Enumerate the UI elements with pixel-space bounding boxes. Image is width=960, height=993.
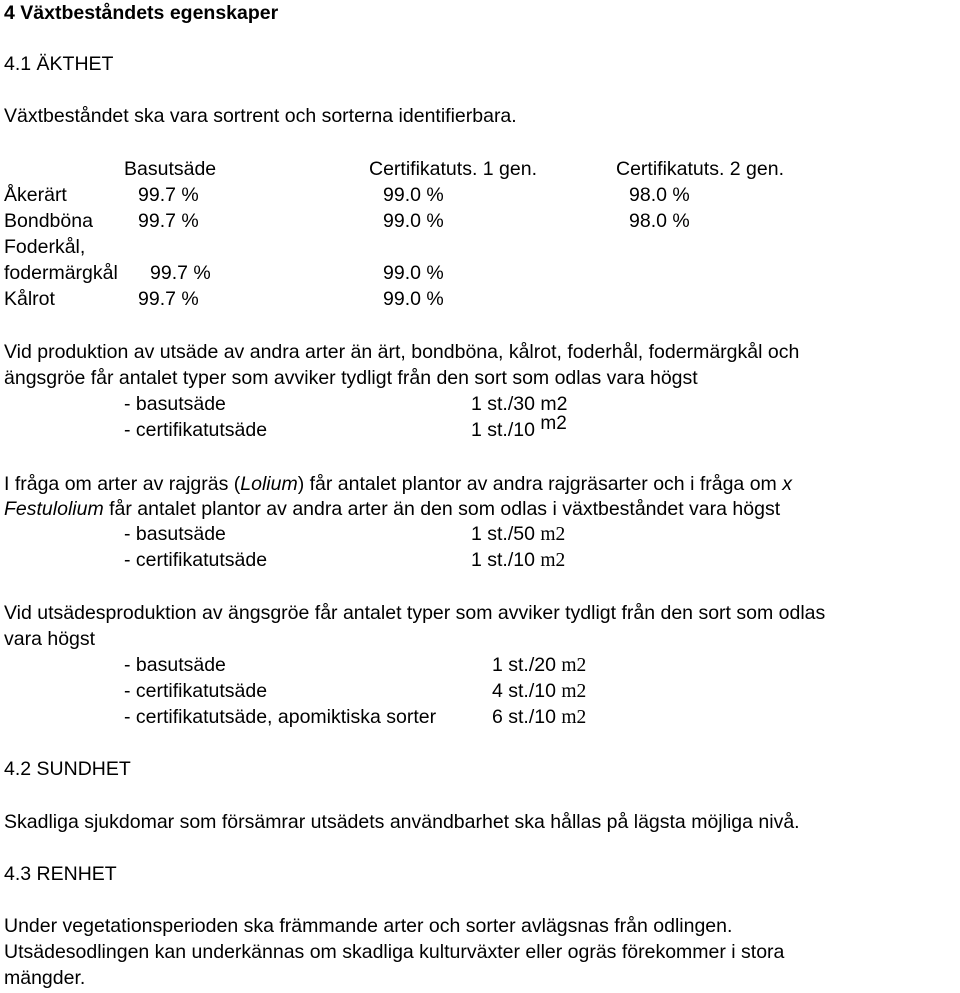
requirement-value [492,679,586,704]
species-name: Festulolium [4,498,104,520]
requirement-label: - certifikatutsäde, apomiktiska sorter [124,706,437,728]
table-row-label: fodermärgkål [4,262,118,284]
text-run: ) får antalet plantor av andra rajgräsarter och i fråga om [297,473,783,495]
requirement-value [471,413,567,443]
requirement-value [471,548,565,573]
text-run: I fråga om arter av rajgräs ( [4,473,241,495]
column-header-basutsade: Basutsäde [124,158,217,180]
species-name: Lolium [240,473,298,495]
requirement-count: 6 st./10 [492,706,562,728]
paragraph-line: Under vegetationsperioden ska främmande arter och sorter avlägsnas från odlingen. [4,915,733,937]
area-unit: m2 [561,707,587,728]
area-unit: m2 [561,681,587,702]
paragraph-line: Vid produktion av utsäde av andra arter än ärt, bondböna, kålrot, foderhål, fodermärgkål och [4,341,800,363]
table-cell: 99.0 % [383,210,444,232]
table-cell: 99.0 % [383,288,444,310]
section-4-2-text: Skadliga sjukdomar som försämrar utsädets användbarhet ska hållas på lägsta möjliga nivå. [4,811,800,833]
area-unit: m2 [540,393,568,415]
section-4-1-intro: Växtbeståndet ska vara sortrent och sorterna identifierbara. [4,105,517,127]
table-cell: 99.7 % [138,184,199,206]
table-cell: 98.0 % [629,184,690,206]
requirement-count: 4 st./10 [492,680,562,702]
paragraph-line: ängsgröe får antalet typer som avviker tydligt från den sort som odlas vara högst [4,367,698,389]
column-header-cert-1: Certifikatuts. 1 gen. [369,158,537,180]
requirement-value [492,653,586,678]
table-cell: 99.0 % [383,184,444,206]
requirement-label: - basutsäde [124,393,226,415]
requirement-label: - certifikatutsäde [124,680,268,702]
column-header-cert-2: Certifikatuts. 2 gen. [616,158,784,180]
paragraph-line: mängder. [4,967,86,989]
table-row-label: Kålrot [4,288,55,310]
requirement-count: 1 st./30 [471,393,541,415]
area-unit: m2 [540,524,566,545]
table-cell: 99.7 % [138,288,199,310]
requirement-count: 1 st./10 [471,549,541,571]
requirement-label: - basutsäde [124,654,226,676]
table-cell: 99.7 % [150,262,211,284]
species-name: x [782,473,792,495]
text-run: får antalet plantor av andra arter än den som odlas i växtbeståndet vara högst [103,498,781,520]
requirement-label: - basutsäde [124,523,226,545]
requirement-label: - certifikatutsäde [124,419,268,441]
requirement-count: 1 st./10 [471,419,541,441]
section-4-2-title: 4.2 SUNDHET [4,758,131,780]
section-4-3-title: 4.3 RENHET [4,863,117,885]
paragraph-line: vara högst [4,628,96,650]
area-unit: m2 [561,655,587,676]
table-row-label: Bondböna [4,210,93,232]
paragraph-line [4,472,792,496]
paragraph-line [4,497,780,521]
table-row-label: Åkerärt [4,184,67,206]
requirement-count: 1 st./50 [471,523,541,545]
paragraph-line: Vid utsädesproduktion av ängsgröe får antalet typer som avviker tydligt från den sort som odlas [4,602,826,624]
document-heading: 4 Växtbeståndets egenskaper [4,2,279,24]
table-cell: 99.7 % [138,210,199,232]
requirement-count: 1 st./20 [492,654,562,676]
table-cell: 98.0 % [629,210,690,232]
table-cell: 99.0 % [383,262,444,284]
section-4-1-title: 4.1 ÄKTHET [4,53,114,75]
paragraph-line: Utsädesodlingen kan underkännas om skadliga kulturväxter eller ogräs förekommer i stora [4,941,785,963]
requirement-value [492,705,586,730]
table-row-label: Foderkål, [4,236,86,258]
area-unit: m2 [540,550,566,571]
requirement-label: - certifikatutsäde [124,549,268,571]
requirement-value [471,522,565,547]
area-unit: m2 [540,413,567,434]
